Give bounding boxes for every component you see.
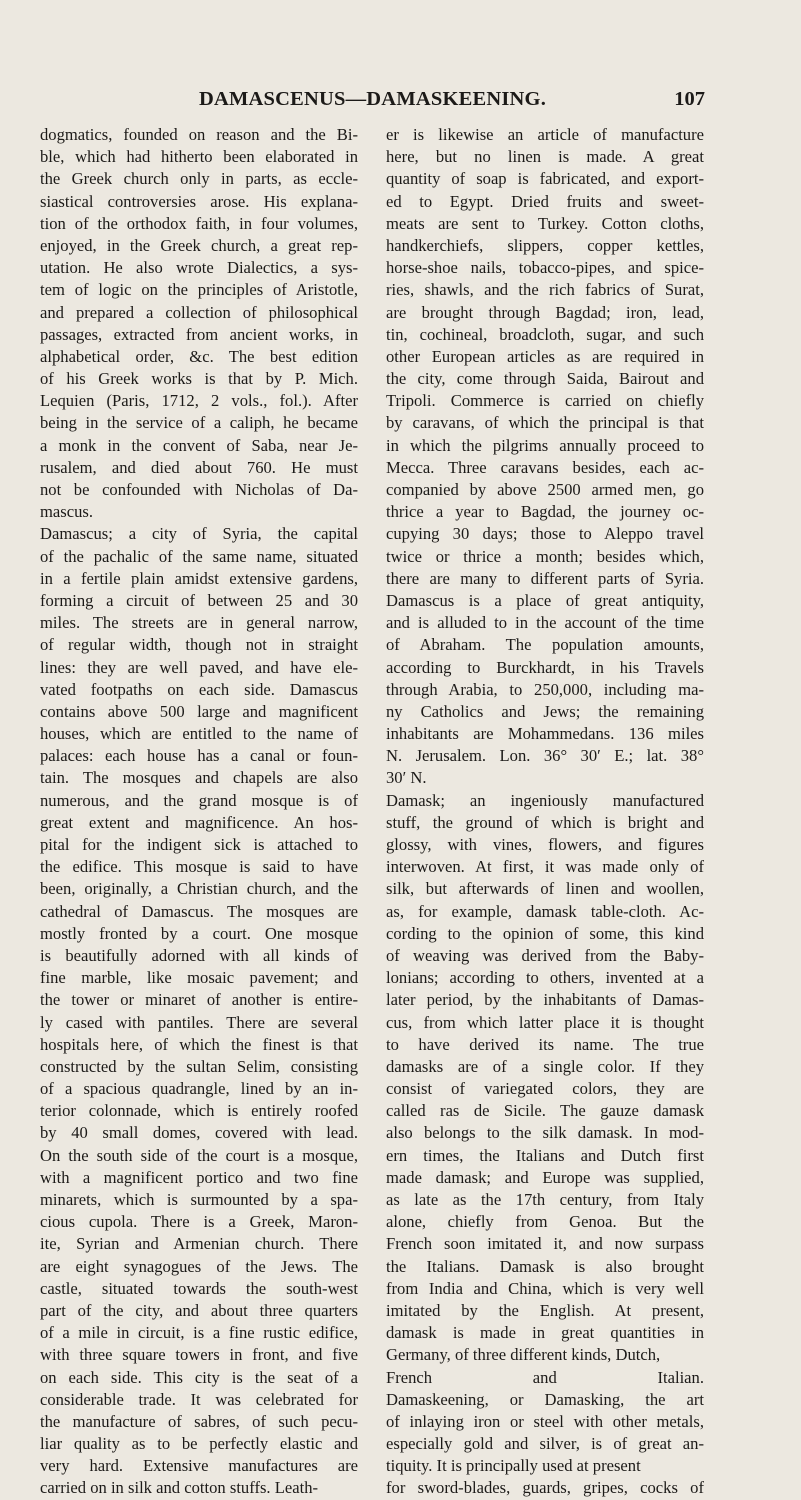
text-line: liar quality as to be perfectly elastic and (40, 1434, 358, 1454)
text-line: in a fertile plain amidst extensive gardens, (40, 568, 358, 588)
text-line: companied by above 2500 armed men, go (386, 480, 704, 499)
text-line: utation. He also wrote Dialectics, a sys- (40, 258, 358, 278)
text-line: cus, from which latter place it is thought (386, 1012, 704, 1032)
text-line: siastical controversies arose. His explana- (40, 191, 358, 211)
left-text-column (40, 124, 358, 1500)
text-line: tain. The mosques and chapels are also (40, 768, 358, 788)
text-line: later period, by the inhabitants of Damas- (386, 990, 704, 1010)
text-line: the Greek church only in parts, as eccle- (40, 169, 358, 189)
right-text-column (386, 124, 704, 1500)
text-line: passages, extracted from ancient works, in (40, 324, 358, 344)
text-line: tem of logic on the principles of Aristotle, (40, 280, 358, 300)
text-line: twice or thrice a month; besides which, (386, 546, 704, 566)
text-line: being in the service of a caliph, he became (40, 413, 358, 433)
text-line: from India and China, which is very well (386, 1278, 704, 1298)
text-line: contains above 500 large and magnificent (40, 701, 358, 721)
text-line: terior colonnade, which is entirely roofed (40, 1101, 358, 1121)
text-line: constructed by the sultan Selim, consisting (40, 1056, 358, 1076)
text-line: by caravans, of which the principal is that (386, 413, 704, 433)
text-line: ries, shawls, and the rich fabrics of Surat, (386, 280, 704, 300)
text-line: of his Greek works is that by P. Mich. (40, 369, 358, 389)
text-line: great extent and magnificence. An hos- (40, 812, 358, 832)
text-line: er is likewise an article of manufacture (386, 125, 704, 144)
text-line: lonians; according to others, invented at a (386, 968, 704, 988)
text-line: here, but no linen is made. A great (386, 147, 704, 167)
text-line: mascus. (40, 502, 93, 522)
text-line: ed to Egypt. Dried fruits and sweet- (386, 191, 704, 211)
text-line: numerous, and the grand mosque is of (40, 790, 358, 810)
text-line: Damaskeening, or Damasking, the art (386, 1389, 704, 1409)
text-line: enjoyed, in the Greek church, a great rep- (40, 235, 358, 255)
text-line: thrice a year to Bagdad, the journey oc- (386, 502, 704, 522)
text-line: according to Burckhardt, in his Travels (386, 657, 704, 677)
text-line: consist of variegated colors, they are (386, 1079, 704, 1099)
text-line: very hard. Extensive manufactures are (40, 1456, 358, 1476)
text-line: damasks are of a single color. If they (386, 1056, 704, 1076)
text-line: Damascus is a place of great antiquity, (386, 590, 704, 610)
text-line: alone, chiefly from Genoa. But the (386, 1212, 704, 1232)
text-line: forming a circuit of between 25 and 30 (40, 590, 358, 610)
text-line: made damask; and Europe was supplied, (386, 1167, 704, 1187)
text-line: the manufacture of sabres, of such pecu- (40, 1411, 358, 1431)
text-line: and is alluded to in the account of the time (386, 613, 704, 633)
text-line: especially gold and silver, is of great an- (386, 1434, 704, 1454)
text-line: tion of the orthodox faith, in four volumes, (40, 213, 358, 233)
text-line: is beautifully adorned with all kinds of (40, 945, 358, 965)
text-line: as late as the 17th century, from Italy (386, 1190, 704, 1209)
text-line: there are many to different parts of Syria. (386, 568, 704, 588)
text-line: ny Catholics and Jews; the remaining (386, 701, 704, 721)
page-number: 107 (674, 88, 705, 110)
text-line: ble, which had hitherto been elaborated in (40, 147, 358, 167)
text-line: French soon imitated it, and now surpass (386, 1234, 704, 1254)
text-line: by 40 small domes, covered with lead. (40, 1123, 358, 1143)
text-line: Mecca. Three caravans besides, each ac- (386, 457, 704, 477)
text-line: for sword-blades, guards, gripes, cocks of (386, 1478, 704, 1498)
text-line: French and Italian. (386, 1367, 704, 1387)
text-line: damask is made in great quantities in (386, 1323, 704, 1343)
text-line: cupying 30 days; those to Aleppo travel (386, 524, 704, 544)
text-line: Damascus; a city of Syria, the capital (40, 524, 358, 544)
text-line: been, originally, a Christian church, and the (40, 879, 358, 899)
running-header (40, 88, 705, 114)
text-line: of regular width, though not in straight (40, 635, 358, 655)
text-line: 30′ N. (386, 768, 427, 788)
text-line: also belongs to the silk damask. In mod- (386, 1123, 704, 1143)
text-line: vated footpaths on each side. Damascus (40, 679, 358, 699)
text-line: of weaving was derived from the Baby- (386, 945, 704, 965)
text-line: alphabetical order, &c. The best edition (40, 346, 358, 366)
text-line: lines: they are well paved, and have ele- (40, 657, 358, 677)
text-line: and prepared a collection of philosophical (40, 302, 358, 322)
text-line: of Abraham. The population amounts, (386, 635, 704, 655)
text-line: Damask; an ingeniously manufactured (386, 790, 704, 810)
text-line: are eight synagogues of the Jews. The (40, 1256, 358, 1276)
text-line: hospitals here, of which the finest is that (40, 1034, 358, 1054)
text-line: the Italians. Damask is also brought (386, 1256, 704, 1276)
text-line: ly cased with pantiles. There are several (40, 1012, 358, 1032)
text-line: interwoven. At first, it was made only of (386, 857, 704, 877)
text-line: with three square towers in front, and five (40, 1345, 358, 1365)
text-line: Lequien (Paris, 1712, 2 vols., fol.). After (40, 391, 358, 411)
text-line: palaces: each house has a canal or foun- (40, 746, 358, 766)
text-line: called ras de Sicile. The gauze damask (386, 1101, 704, 1121)
text-line: cathedral of Damascus. The mosques are (40, 901, 358, 921)
text-line: On the south side of the court is a mosque, (40, 1145, 358, 1165)
text-line: considerable trade. It was celebrated for (40, 1389, 358, 1409)
text-line: as, for example, damask table-cloth. Ac- (386, 901, 704, 921)
text-line: meats are sent to Turkey. Cotton cloths, (386, 213, 704, 233)
text-line: pital for the indigent sick is attached to (40, 835, 358, 854)
text-line: mostly fronted by a court. One mosque (40, 923, 358, 943)
text-line: tin, cochineal, broadcloth, sugar, and such (386, 324, 704, 344)
text-line: of a spacious quadrangle, lined by an in- (40, 1079, 358, 1099)
text-line: ite, Syrian and Armenian church. There (40, 1234, 358, 1254)
text-line: handkerchiefs, slippers, copper kettles, (386, 235, 704, 255)
text-line: the city, come through Saida, Bairout and (386, 369, 704, 389)
text-line: fine marble, like mosaic pavement; and (40, 968, 358, 988)
text-line: other European articles as are required in (386, 346, 704, 366)
text-line: Tripoli. Commerce is carried on chiefly (386, 391, 704, 411)
running-title: DAMASCENUS—DAMASKEENING. (198, 88, 547, 110)
text-line: are brought through Bagdad; iron, lead, (386, 302, 704, 322)
text-line: with a magnificent portico and two fine (40, 1167, 358, 1187)
text-line: of inlaying iron or steel with other metals, (386, 1411, 704, 1431)
text-line: rusalem, and died about 760. He must (40, 457, 358, 477)
text-line: to have derived its name. The true (386, 1034, 704, 1054)
text-line: minarets, which is surmounted by a spa- (40, 1190, 358, 1209)
text-line: quantity of soap is fabricated, and export- (386, 169, 704, 189)
text-line: stuff, the ground of which is bright and (386, 812, 704, 832)
text-line: carried on in silk and cotton stuffs. Leath- (40, 1478, 319, 1498)
text-line: ern times, the Italians and Dutch first (386, 1145, 704, 1165)
text-line: silk, but afterwards of linen and woollen, (386, 879, 704, 899)
text-line: part of the city, and about three quarters (40, 1300, 358, 1320)
text-line: glossy, with vines, flowers, and figures (386, 835, 704, 854)
text-line: on each side. This city is the seat of a (40, 1367, 358, 1387)
text-line: horse-shoe nails, tobacco-pipes, and spice- (386, 258, 704, 278)
text-line: dogmatics, founded on reason and the Bi- (40, 125, 358, 144)
text-line: N. Jerusalem. Lon. 36° 30′ E.; lat. 38° (386, 746, 704, 766)
text-line: cording to the opinion of some, this kind (386, 923, 704, 943)
text-line: the edifice. This mosque is said to have (40, 857, 358, 877)
text-line: miles. The streets are in general narrow, (40, 613, 358, 633)
text-line: a monk in the convent of Saba, near Je- (40, 435, 358, 455)
text-line: houses, which are entitled to the name of (40, 724, 358, 744)
text-line: of a mile in circuit, is a fine rustic edifice, (40, 1323, 358, 1343)
text-line: cious cupola. There is a Greek, Maron- (40, 1212, 358, 1232)
text-line: in which the pilgrims annually proceed to (386, 435, 704, 455)
text-line: castle, situated towards the south-west (40, 1278, 358, 1298)
text-line: through Arabia, to 250,000, including ma- (386, 679, 704, 699)
text-line: not be confounded with Nicholas of Da- (40, 480, 358, 499)
text-line: tiquity. It is principally used at present (386, 1456, 641, 1476)
text-line: the tower or minaret of another is entire- (40, 990, 358, 1010)
text-line: imitated by the English. At present, (386, 1300, 704, 1320)
text-line: of the pachalic of the same name, situated (40, 546, 358, 566)
text-line: Germany, of three different kinds, Dutch, (386, 1345, 661, 1365)
text-line: inhabitants are Mohammedans. 136 miles (386, 724, 704, 744)
